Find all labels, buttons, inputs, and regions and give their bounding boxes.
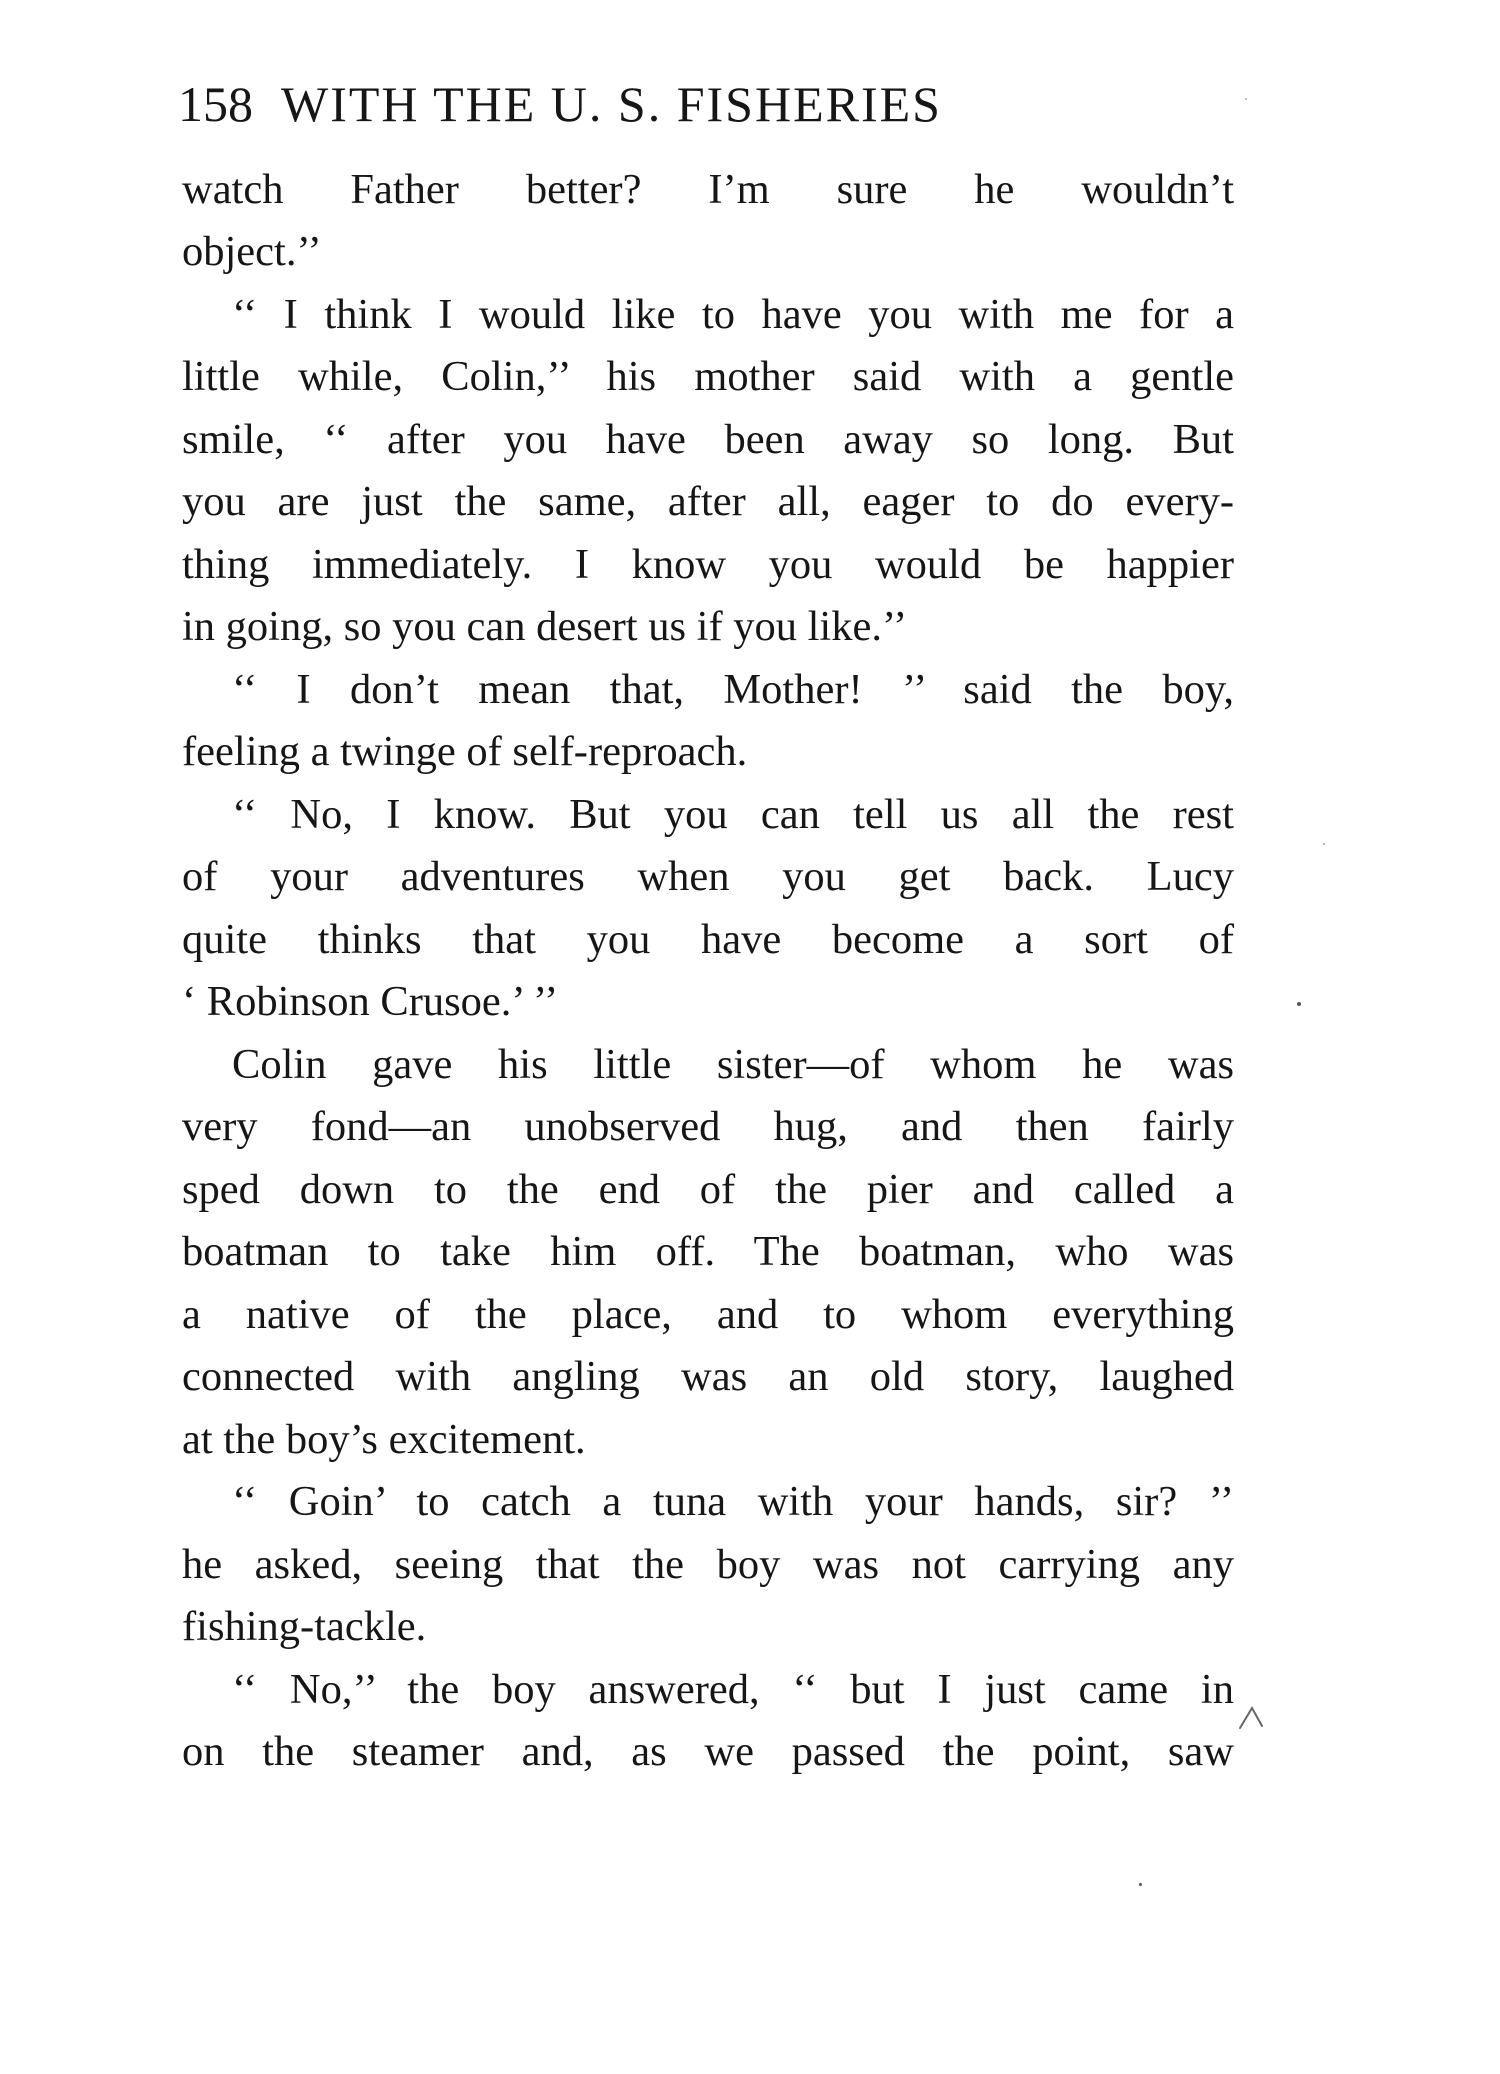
paper-speck <box>1323 843 1325 845</box>
text-line: ‘‘ Goin’ to catch a tuna with your hands, sir? ’’ <box>232 1478 1234 1525</box>
text-line: watch Father better? I’m sure he wouldn’t <box>182 166 1234 213</box>
paper-speck <box>1297 1002 1301 1006</box>
text-line: in going, so you can desert us if you like.’’ <box>182 603 908 650</box>
text-line: on the steamer and, as we passed the point, saw <box>182 1728 1234 1775</box>
text-line: of your adventures when you get back. Lucy <box>182 853 1234 900</box>
text-line: object.’’ <box>182 228 322 275</box>
text-line: connected with angling was an old story, laughed <box>182 1353 1234 1400</box>
text-line: ‘ Robinson Crusoe.’ ’’ <box>182 978 559 1025</box>
paper-speck <box>1245 98 1247 100</box>
text-line: at the boy’s excitement. <box>182 1416 586 1463</box>
text-line: a native of the place, and to whom everything <box>182 1291 1234 1338</box>
text-line: boatman to take him off. The boatman, who was <box>182 1228 1234 1275</box>
text-line: you are just the same, after all, eager to do every- <box>182 478 1234 525</box>
text-line: fishing-tackle. <box>182 1603 427 1650</box>
text-line: Colin gave his little sister—of whom he was <box>232 1041 1234 1088</box>
running-header <box>178 68 1238 140</box>
text-line: ‘‘ No,’’ the boy answered, ‘‘ but I just came in <box>232 1666 1234 1713</box>
running-title: WITH THE U. S. FISHERIES <box>281 76 942 132</box>
text-line: thing immediately. I know you would be happier <box>182 541 1234 588</box>
text-line: ‘‘ I don’t mean that, Mother! ’’ said the boy, <box>232 666 1234 713</box>
text-line: little while, Colin,’’ his mother said with a gentle <box>182 353 1234 400</box>
text-line: sped down to the end of the pier and called a <box>182 1166 1234 1213</box>
page-number: 158 <box>178 76 253 132</box>
text-line: he asked, seeing that the boy was not carrying any <box>182 1541 1234 1588</box>
text-line: feeling a twinge of self-reproach. <box>182 728 748 775</box>
pencil-mark <box>1236 1698 1272 1738</box>
text-line: ‘‘ No, I know. But you can tell us all the rest <box>232 791 1234 838</box>
text-line: ‘‘ I think I would like to have you with me for a <box>232 291 1234 338</box>
text-line: quite thinks that you have become a sort of <box>182 916 1234 963</box>
paper-speck <box>1139 1883 1142 1886</box>
text-line: very fond—an unobserved hug, and then fairly <box>182 1103 1234 1150</box>
text-line: smile, ‘‘ after you have been away so long. But <box>182 416 1234 463</box>
